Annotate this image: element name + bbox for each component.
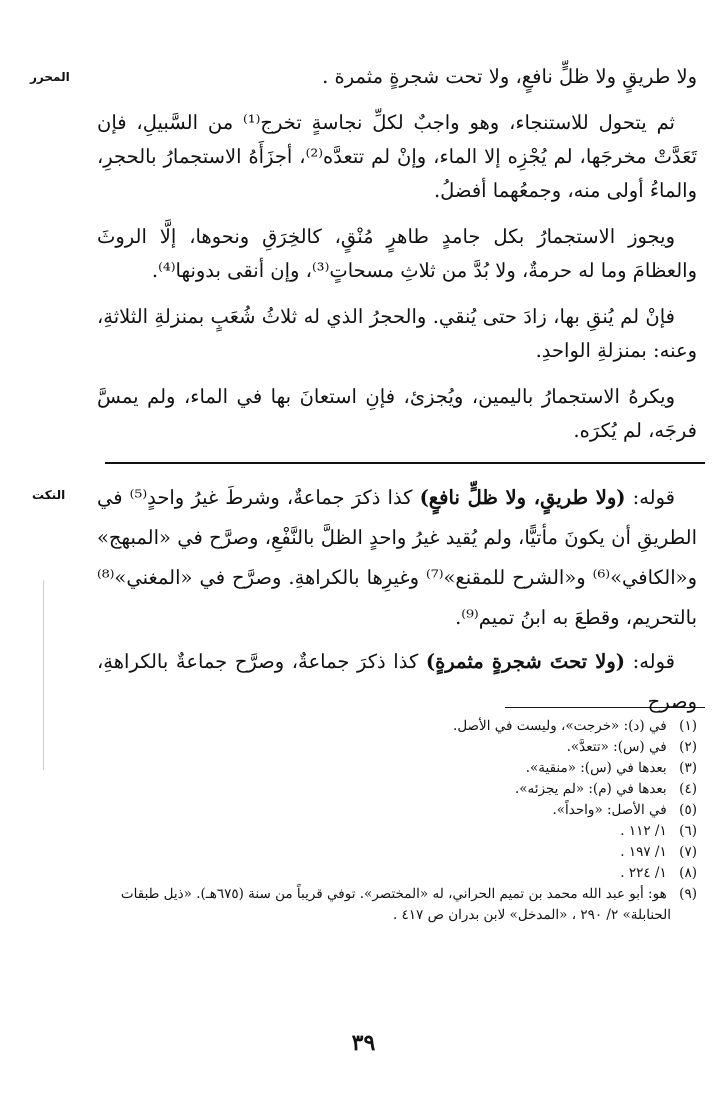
footnote-item: (٩) هو: أبو عبد الله محمد بن تميم الحراني، له «المختصر». توفي قريباً من سنة (٦٧٥هـ). «ذيل طبقات (120, 886, 697, 902)
margin-label-muharrar: المحرر (30, 70, 70, 84)
footnote-continuation: الحنابلة» ٢/ ٢٩٠ ، «المدخل» لابن بدران ص ٤١٧ . (392, 907, 671, 923)
commentary-quote: (ولا طريقٍ، ولا ظلٍّ نافعٍ) (419, 486, 626, 509)
main-paragraph-1: ولا طريقٍ ولا ظلٍّ نافعٍ، ولا تحت شجرةٍ مثمرة . (322, 65, 697, 88)
commentary-quote: (ولا تحتَ شجرةٍ مثمرةٍ) (425, 650, 626, 673)
footnote-item: (٥) في الأصل: «واحداً». (552, 802, 697, 818)
commentary-body: كذا ذكرَ جماعةٌ، وصرَّح جماعةٌ بالكراهةِ، وصرح (97, 650, 697, 713)
margin-label-nukat: النكت (32, 488, 66, 502)
commentary-paragraph-1 (97, 478, 697, 638)
footnote-item: (٧) ١/ ١٩٧ . (620, 844, 697, 860)
footnote-item: (٢) في (س): «تتعدَّ». (566, 739, 697, 755)
footnote-item: (٨) ١/ ٢٢٤ . (620, 865, 697, 881)
commentary-lead: قوله: (632, 650, 675, 673)
main-paragraph-3: ويجوز الاستجمارُ بكل جامدٍ طاهرٍ مُنْقٍ، كالخِرَقِ ونحوها، إلَّا الروثَ والعظامَ وما له حرمةٌ، ولا بُدَّ من ثلاثِ مسحاتٍ⁽³⁾، وإن أنقى بدونها⁽⁴⁾. (97, 225, 697, 282)
commentary-body: كذا ذكرَ جماعةٌ، وشرطَ غيرُ واحدٍ⁽⁵⁾ في الطريقِ أن يكونَ مأتيًّا، ولم يُقيد غيرُ واحدٍ الظلَّ بالنَّفْعِ، وصرَّح في «المبهج» و«الكافي»⁽⁶⁾ و«الشرح للمقنع»⁽⁷⁾ وغيرِها بالكراهةِ. وصرَّح في «المغني»⁽⁸⁾ بالتحريم، وقطعَ به ابنُ تميم⁽⁹⁾. (97, 486, 698, 629)
section-divider (105, 462, 705, 464)
commentary-lead: قوله: (632, 486, 675, 509)
main-paragraph-5: ويكرهُ الاستجمارُ باليمين، ويُجزئ، فإنِ استعانَ بها في الماء، ولم يمسَّ فرجَه، لم يُكرَه. (97, 385, 697, 442)
main-paragraph-4: فإنْ لم يُنقِ بها، زادَ حتى يُنقي. والحجرُ الذي له ثلاثُ شُعَبٍ بمنزلةِ الثلاثةِ، وعنه: بمنزلةِ الواحدِ. (97, 305, 697, 362)
footnote-item: (٣) بعدها في (س): «منقية». (525, 760, 697, 776)
footnote-rule (505, 707, 705, 708)
main-text (97, 60, 697, 460)
scan-artifact-line (43, 580, 44, 770)
footnote-item: (٦) ١/ ١١٢ . (620, 823, 697, 839)
footnote-item: (٤) بعدها في (م): «لم يجزئه». (514, 781, 697, 797)
main-paragraph-2: ثم يتحول للاستنجاء، وهو واجبٌ لكلِّ نجاسةٍ تخرج⁽¹⁾ من السَّبيلِ، فإن تَعَدَّتْ مخرجَها، لم يُجْزِه إلا الماء، وإنْ لم تتعدَّه⁽²⁾، أجزَأَهُ الاستجمارُ بالحجرِ، والماءُ أولى منه، وجمعُهما أفضلُ. (97, 111, 697, 202)
page-number: ٣٩ (351, 1030, 376, 1056)
commentary-paragraph-2 (97, 642, 697, 722)
footnotes (97, 716, 697, 926)
footnote-item: (١) في (د): «خرجت»، وليست في الأصل. (453, 718, 697, 734)
commentary-text (97, 478, 697, 726)
